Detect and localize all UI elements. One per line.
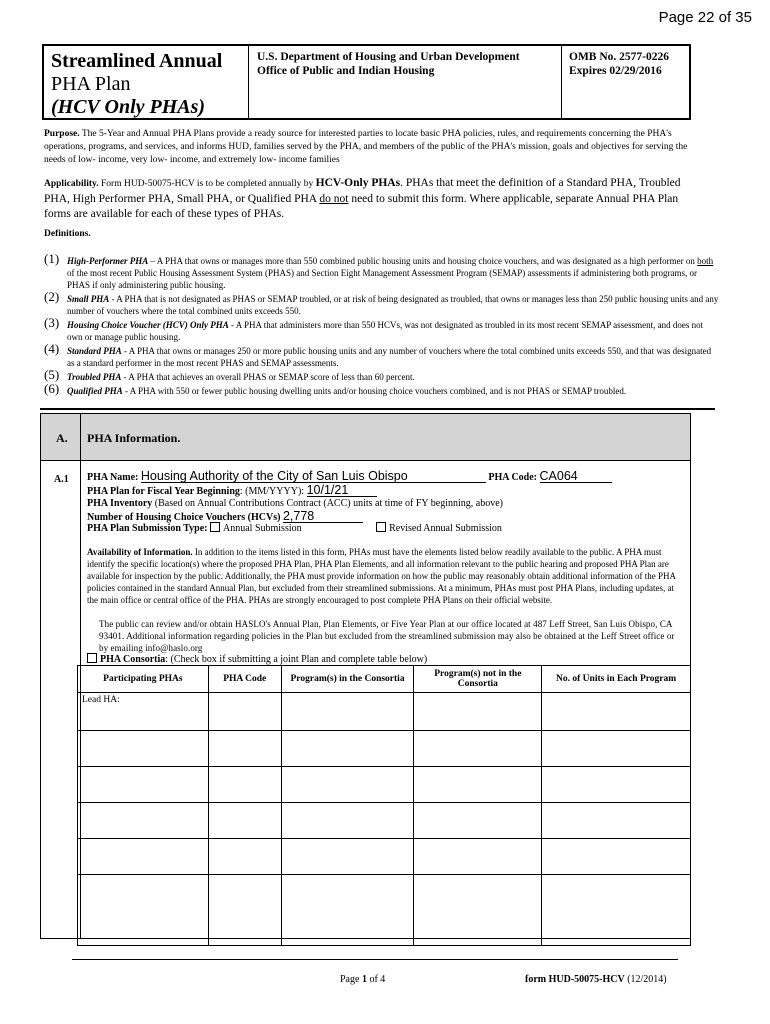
table-cell[interactable] — [414, 693, 542, 731]
title-line-2: PHA Plan — [51, 73, 131, 95]
table-cell[interactable] — [208, 803, 281, 839]
availability-paragraph — [87, 546, 685, 606]
inventory-text: (Based on Annual Contributions Contract (ACC) units at time of FY beginning, above) — [152, 498, 503, 509]
table-cell[interactable] — [281, 839, 414, 875]
definition-text: – A PHA that owns or manages more than 550 combined public housing units and housing choice vouchers, and was designated as a high performer on — [148, 256, 698, 266]
pha-code-label: PHA Code — [488, 472, 534, 483]
table-row — [78, 839, 691, 875]
table-cell[interactable] — [78, 839, 209, 875]
table-row — [78, 875, 691, 946]
purpose-label: Purpose. — [44, 129, 80, 139]
definition-item — [44, 251, 720, 291]
table-cell[interactable] — [281, 875, 414, 946]
definition-item — [44, 289, 720, 317]
section-divider — [40, 408, 715, 410]
submission-type-row — [87, 522, 502, 535]
table-cell[interactable] — [208, 875, 281, 946]
table-cell[interactable] — [208, 693, 281, 731]
consortia-label: PHA Consortia — [100, 654, 166, 665]
form-title-block — [44, 46, 249, 118]
definition-item — [44, 341, 720, 369]
definition-text: - A PHA that administers more than 550 HCVs, was not designated as troubled in its most recent SEMAP assessment, and does not own or manage public housing. — [67, 320, 704, 342]
applicability-text-3: need to submit this form. Where applicable, separate Annual PHA Plan forms are available for each of these types of PHAs. — [44, 193, 679, 220]
section-a-header — [41, 414, 690, 461]
applicability-underlined: do not — [319, 193, 349, 205]
pha-code-field[interactable]: CA064 — [540, 470, 612, 483]
submission-type-label: PHA Plan Submission Type: — [87, 523, 210, 534]
hcv-field[interactable]: 2,778 — [283, 510, 363, 523]
applicability-text-1: Form HUD-50075-HCV is to be completed annually by — [98, 179, 316, 189]
definitions-title: Definitions. — [44, 229, 91, 239]
page-indicator: Page 22 of 35 — [658, 9, 752, 26]
definition-term: Housing Choice Voucher (HCV) Only PHA — [67, 320, 229, 330]
definition-item — [44, 315, 720, 343]
section-letter: A. — [56, 431, 68, 445]
definition-number: (5) — [44, 367, 60, 382]
table-row — [78, 803, 691, 839]
table-cell[interactable] — [414, 731, 542, 767]
definition-item — [44, 381, 720, 397]
table-cell[interactable] — [414, 875, 542, 946]
applicability-bold: HCV-Only PHAs — [315, 177, 401, 189]
definition-term: Troubled PHA — [67, 372, 122, 382]
column-header: Program(s) not in the Consortia — [414, 666, 542, 693]
lead-ha-cell[interactable]: Lead HA: — [78, 693, 209, 731]
column-header: Participating PHAs — [78, 666, 209, 693]
column-header: Program(s) in the Consortia — [281, 666, 414, 693]
definition-term: Standard PHA — [67, 346, 122, 356]
item-number: A.1 — [54, 474, 69, 485]
form-header — [42, 44, 691, 120]
definition-number: (1) — [44, 251, 60, 266]
public-review-text: The public can review and/or obtain HASLO's Annual Plan, Plan Elements, or Five Year Plan at our office located at 487 Leff Street, San Luis Obispo, CA 93401. Additional information regarding policies in the Plan but excluded from the streamlined submission may also be obtained at the Leff Street office or by emailing info@haslo.org — [99, 619, 675, 653]
definition-text: - A PHA that owns or manages 250 or more public housing units and any number of vouchers where the total combined units exceeds 550, and that was designated as a standard performer in the most recent PHAS and SEMAP assessments. — [67, 346, 712, 368]
applicability-text-2: . PHAs that meet the definition of a Standard PHA, Troubled PHA, High Performer PHA, Small PHA, or Qualified PHA — [44, 177, 681, 205]
definition-number: (4) — [44, 341, 60, 356]
fiscal-year-row — [87, 484, 377, 498]
table-cell[interactable] — [78, 875, 209, 946]
inventory-label: PHA Inventory — [87, 498, 153, 509]
table-cell[interactable] — [78, 731, 209, 767]
definition-text-2: of the most recent Public Housing Assessment System (PHAS) and Section Eight Management Assessment Program (SEMAP) assessments if administering both programs, or PHAS if only administering public housing. — [67, 268, 697, 290]
footer-page-current: 1 — [361, 974, 367, 985]
title-line-1: Streamlined Annual — [51, 50, 223, 72]
column-header: No. of Units in Each Program — [542, 666, 691, 693]
consortia-checkbox[interactable] — [87, 653, 97, 663]
table-cell[interactable] — [208, 839, 281, 875]
definition-term: Small PHA — [67, 294, 110, 304]
footer-form-date: (12/2014) — [624, 974, 667, 985]
omb-block — [562, 46, 689, 118]
applicability-label: Applicability. — [44, 179, 99, 189]
omb-number: OMB No. 2577-0226 — [569, 51, 669, 63]
annual-submission-checkbox[interactable] — [210, 522, 220, 532]
footer-form-name: form HUD-50075-HCV — [525, 974, 625, 985]
pha-name-label: PHA Name — [87, 472, 136, 483]
table-cell[interactable] — [208, 767, 281, 803]
revised-submission-label: Revised Annual Submission — [389, 523, 502, 534]
pha-name-row: PHA Name: Housing Authority of the City of San Luis Obispo PHA Code: CA064 — [87, 470, 687, 484]
table-header-row — [78, 666, 691, 693]
consortia-table — [77, 665, 691, 946]
department-name: U.S. Department of Housing and Urban Development — [257, 51, 520, 63]
footer-page-prefix: Page — [340, 974, 362, 985]
consortia-text: : (Check box if submitting a joint Plan and complete table below) — [165, 654, 428, 665]
fiscal-year-label: PHA Plan for Fiscal Year Beginning — [87, 486, 240, 497]
omb-expiry: Expires 02/29/2016 — [569, 65, 662, 77]
footer-rule — [72, 959, 678, 960]
table-cell[interactable] — [542, 767, 691, 803]
table-cell[interactable] — [542, 803, 691, 839]
table-row — [78, 693, 691, 731]
table-cell[interactable] — [281, 731, 414, 767]
column-header: PHA Code — [208, 666, 281, 693]
definition-underlined: both — [697, 256, 714, 266]
hcv-label: Number of Housing Choice Vouchers (HCVs) — [87, 512, 283, 523]
fiscal-year-format: : (MM/YYYY): — [239, 486, 307, 497]
purpose-text: The 5-Year and Annual PHA Plans provide a ready source for interested parties to locate basic PHA policies, rules, and requirements concerning the PHA's operations, programs, and services, and informs HUD, families served by the PHA, and members of the public of the PHA's mission, goals and objectives for serving the needs of low- income, very low- income, and extremely low- income families — [44, 129, 688, 165]
table-cell[interactable] — [281, 693, 414, 731]
table-cell[interactable] — [281, 803, 414, 839]
definition-term: High-Performer PHA — [67, 256, 149, 266]
definition-item — [44, 367, 720, 383]
table-cell[interactable] — [542, 693, 691, 731]
fiscal-year-field[interactable]: 10/1/21 — [307, 484, 377, 497]
table-cell[interactable] — [78, 803, 209, 839]
table-row — [78, 767, 691, 803]
footer-page-number — [340, 974, 385, 985]
table-row — [78, 731, 691, 767]
definition-text: - A PHA that achieves an overall PHAS or SEMAP score of less than 60 percent. — [121, 372, 415, 382]
table-cell[interactable] — [281, 767, 414, 803]
definition-number: (6) — [44, 381, 60, 396]
office-name: Office of Public and Indian Housing — [257, 65, 435, 77]
footer-form-id — [525, 974, 667, 985]
purpose-paragraph — [44, 128, 704, 167]
table-cell[interactable] — [542, 731, 691, 767]
pha-name-field[interactable]: Housing Authority of the City of San Luis Obispo — [141, 470, 486, 483]
department-block — [249, 46, 562, 118]
availability-label: Availability of Information. — [87, 547, 193, 557]
applicability-paragraph — [44, 176, 704, 222]
definition-number: (2) — [44, 289, 60, 304]
availability-text: In addition to the items listed in this form, PHAs must have the elements listed below readily available to the public. A PHA must identify the specific location(s) where the proposed PHA Plan, PHA Plan Elements, and all information relevant to the public hearing and proposed PHA Plan are available for inspection by the public. Additionally, the PHA must provide information on how the public may reasonably obtain additional information of the PHA policies contained in the standard Annual Plan, but excluded from their streamlined submissions. At a minimum, PHAs must post PHA Plans, including updates, at the main office or central office of the PHA. PHAs are strongly encouraged to post complete PHA Plans on their official website. — [87, 547, 676, 605]
definition-number: (3) — [44, 315, 60, 330]
table-cell[interactable] — [414, 803, 542, 839]
table-cell[interactable] — [414, 839, 542, 875]
definition-term: Qualified PHA — [67, 386, 123, 396]
title-line-3: (HCV Only PHAs) — [51, 96, 206, 118]
table-cell[interactable] — [414, 767, 542, 803]
table-cell[interactable] — [542, 839, 691, 875]
definition-text: - A PHA that is not designated as PHAS or SEMAP troubled, or at risk of being designated as troubled, that owns or manages less than 250 public housing units and any number of vouchers where the total combined units exceeds 550. — [67, 294, 719, 316]
table-cell[interactable] — [78, 767, 209, 803]
footer-page-suffix: of 4 — [366, 974, 386, 985]
table-cell[interactable] — [208, 731, 281, 767]
table-cell[interactable] — [542, 875, 691, 946]
revised-submission-checkbox[interactable] — [376, 522, 386, 532]
section-title: PHA Information. — [87, 431, 181, 445]
annual-submission-label: Annual Submission — [223, 523, 302, 534]
definition-text: - A PHA with 550 or fewer public housing dwelling units and/or housing choice vouchers combined, and is not PHAS or SEMAP troubled. — [122, 386, 627, 396]
